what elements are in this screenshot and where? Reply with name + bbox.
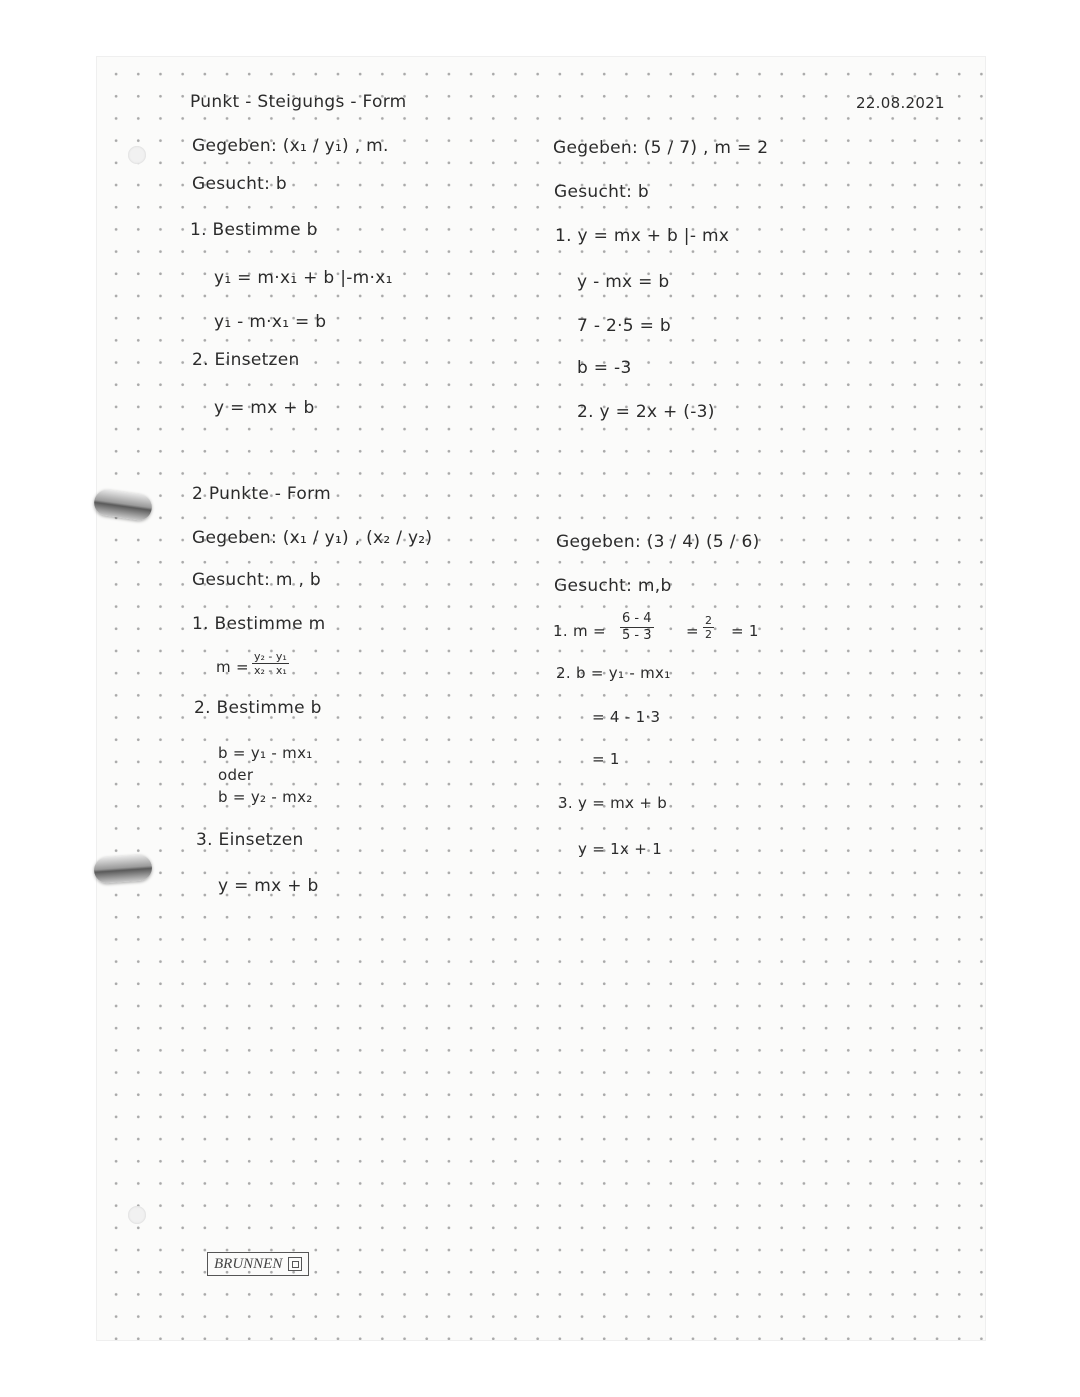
section1-step1: 1. Bestimme b bbox=[190, 220, 318, 240]
example1-line4: b = -3 bbox=[577, 358, 632, 378]
brunnen-logo bbox=[207, 1252, 309, 1276]
section2-title: 2 Punkte - Form bbox=[192, 484, 331, 504]
example1-line1: 1. y = mx + b |- mx bbox=[555, 226, 730, 246]
section2-m-denominator: x₂ - x₁ bbox=[254, 664, 287, 677]
section1-step2: 2. Einsetzen bbox=[192, 350, 300, 370]
example2-m-result: = 1 bbox=[731, 622, 759, 640]
example2-m-equals: = bbox=[686, 622, 699, 640]
example2-m-numerator2: 2 bbox=[705, 614, 712, 627]
example1-line2: y - mx = b bbox=[577, 272, 670, 292]
section2-m-fraction bbox=[252, 650, 289, 677]
example2-m-numerator: 6 - 4 bbox=[622, 611, 652, 626]
example2-given: Gegeben: (3 / 4) (5 / 6) bbox=[556, 532, 760, 552]
section1-equation1: y₁ = m·x₁ + b |-m·x₁ bbox=[214, 268, 393, 288]
section2-step1: 1. Bestimme m bbox=[192, 614, 326, 634]
punch-hole-bottom bbox=[128, 1206, 146, 1224]
section2-oder: oder bbox=[218, 766, 254, 784]
section2-sought: Gesucht: m , b bbox=[192, 570, 321, 590]
section2-m-label: m = bbox=[216, 658, 249, 676]
binder-ring-bottom bbox=[93, 854, 153, 884]
section1-given: Gegeben: (x₁ / y₁) , m. bbox=[192, 136, 389, 156]
section1-sought: Gesucht: b bbox=[192, 174, 287, 194]
example1-line5: 2. y = 2x + (-3) bbox=[577, 402, 715, 422]
example1-line3: 7 - 2·5 = b bbox=[577, 316, 671, 336]
example2-m-prefix: 1. m = bbox=[553, 622, 606, 640]
example2-m-fraction bbox=[620, 611, 654, 644]
brunnen-logo-mark-icon bbox=[288, 1257, 302, 1271]
example2-b-line1: 2. b = y₁ - mx₁ bbox=[556, 664, 671, 682]
example2-line4: y = 1x + 1 bbox=[578, 840, 663, 858]
example2-sought: Gesucht: m,b bbox=[554, 576, 672, 596]
section2-step2: 2. Bestimme b bbox=[194, 698, 322, 718]
example2-line3: 3. y = mx + b bbox=[558, 794, 668, 812]
section2-b-formula2: b = y₂ - mx₂ bbox=[218, 788, 313, 806]
section2-b-formula1: b = y₁ - mx₁ bbox=[218, 744, 313, 762]
brunnen-logo-text: BRUNNEN bbox=[214, 1255, 283, 1272]
section1-equation3: y = mx + b bbox=[214, 398, 315, 418]
date: 22.08.2021 bbox=[856, 94, 945, 112]
example2-m-fraction2 bbox=[703, 614, 714, 641]
example2-b-line3: = 1 bbox=[592, 750, 620, 768]
section2-step3: 3. Einsetzen bbox=[196, 830, 304, 850]
section2-equation: y = mx + b bbox=[218, 876, 319, 896]
example2-m-denominator: 5 - 3 bbox=[622, 628, 652, 643]
punch-hole-top bbox=[128, 146, 146, 164]
example1-sought: Gesucht: b bbox=[554, 182, 649, 202]
section2-m-numerator: y₂ - y₁ bbox=[254, 650, 287, 663]
example2-m-denominator2: 2 bbox=[705, 628, 712, 641]
section1-title: Punkt - Steigungs - Form bbox=[190, 92, 407, 112]
example1-given: Gegeben: (5 / 7) , m = 2 bbox=[553, 138, 769, 158]
example2-b-line2: = 4 - 1·3 bbox=[592, 708, 661, 726]
section2-given: Gegeben: (x₁ / y₁) , (x₂ / y₂) bbox=[192, 528, 433, 548]
section1-equation2: y₁ - m·x₁ = b bbox=[214, 312, 327, 332]
